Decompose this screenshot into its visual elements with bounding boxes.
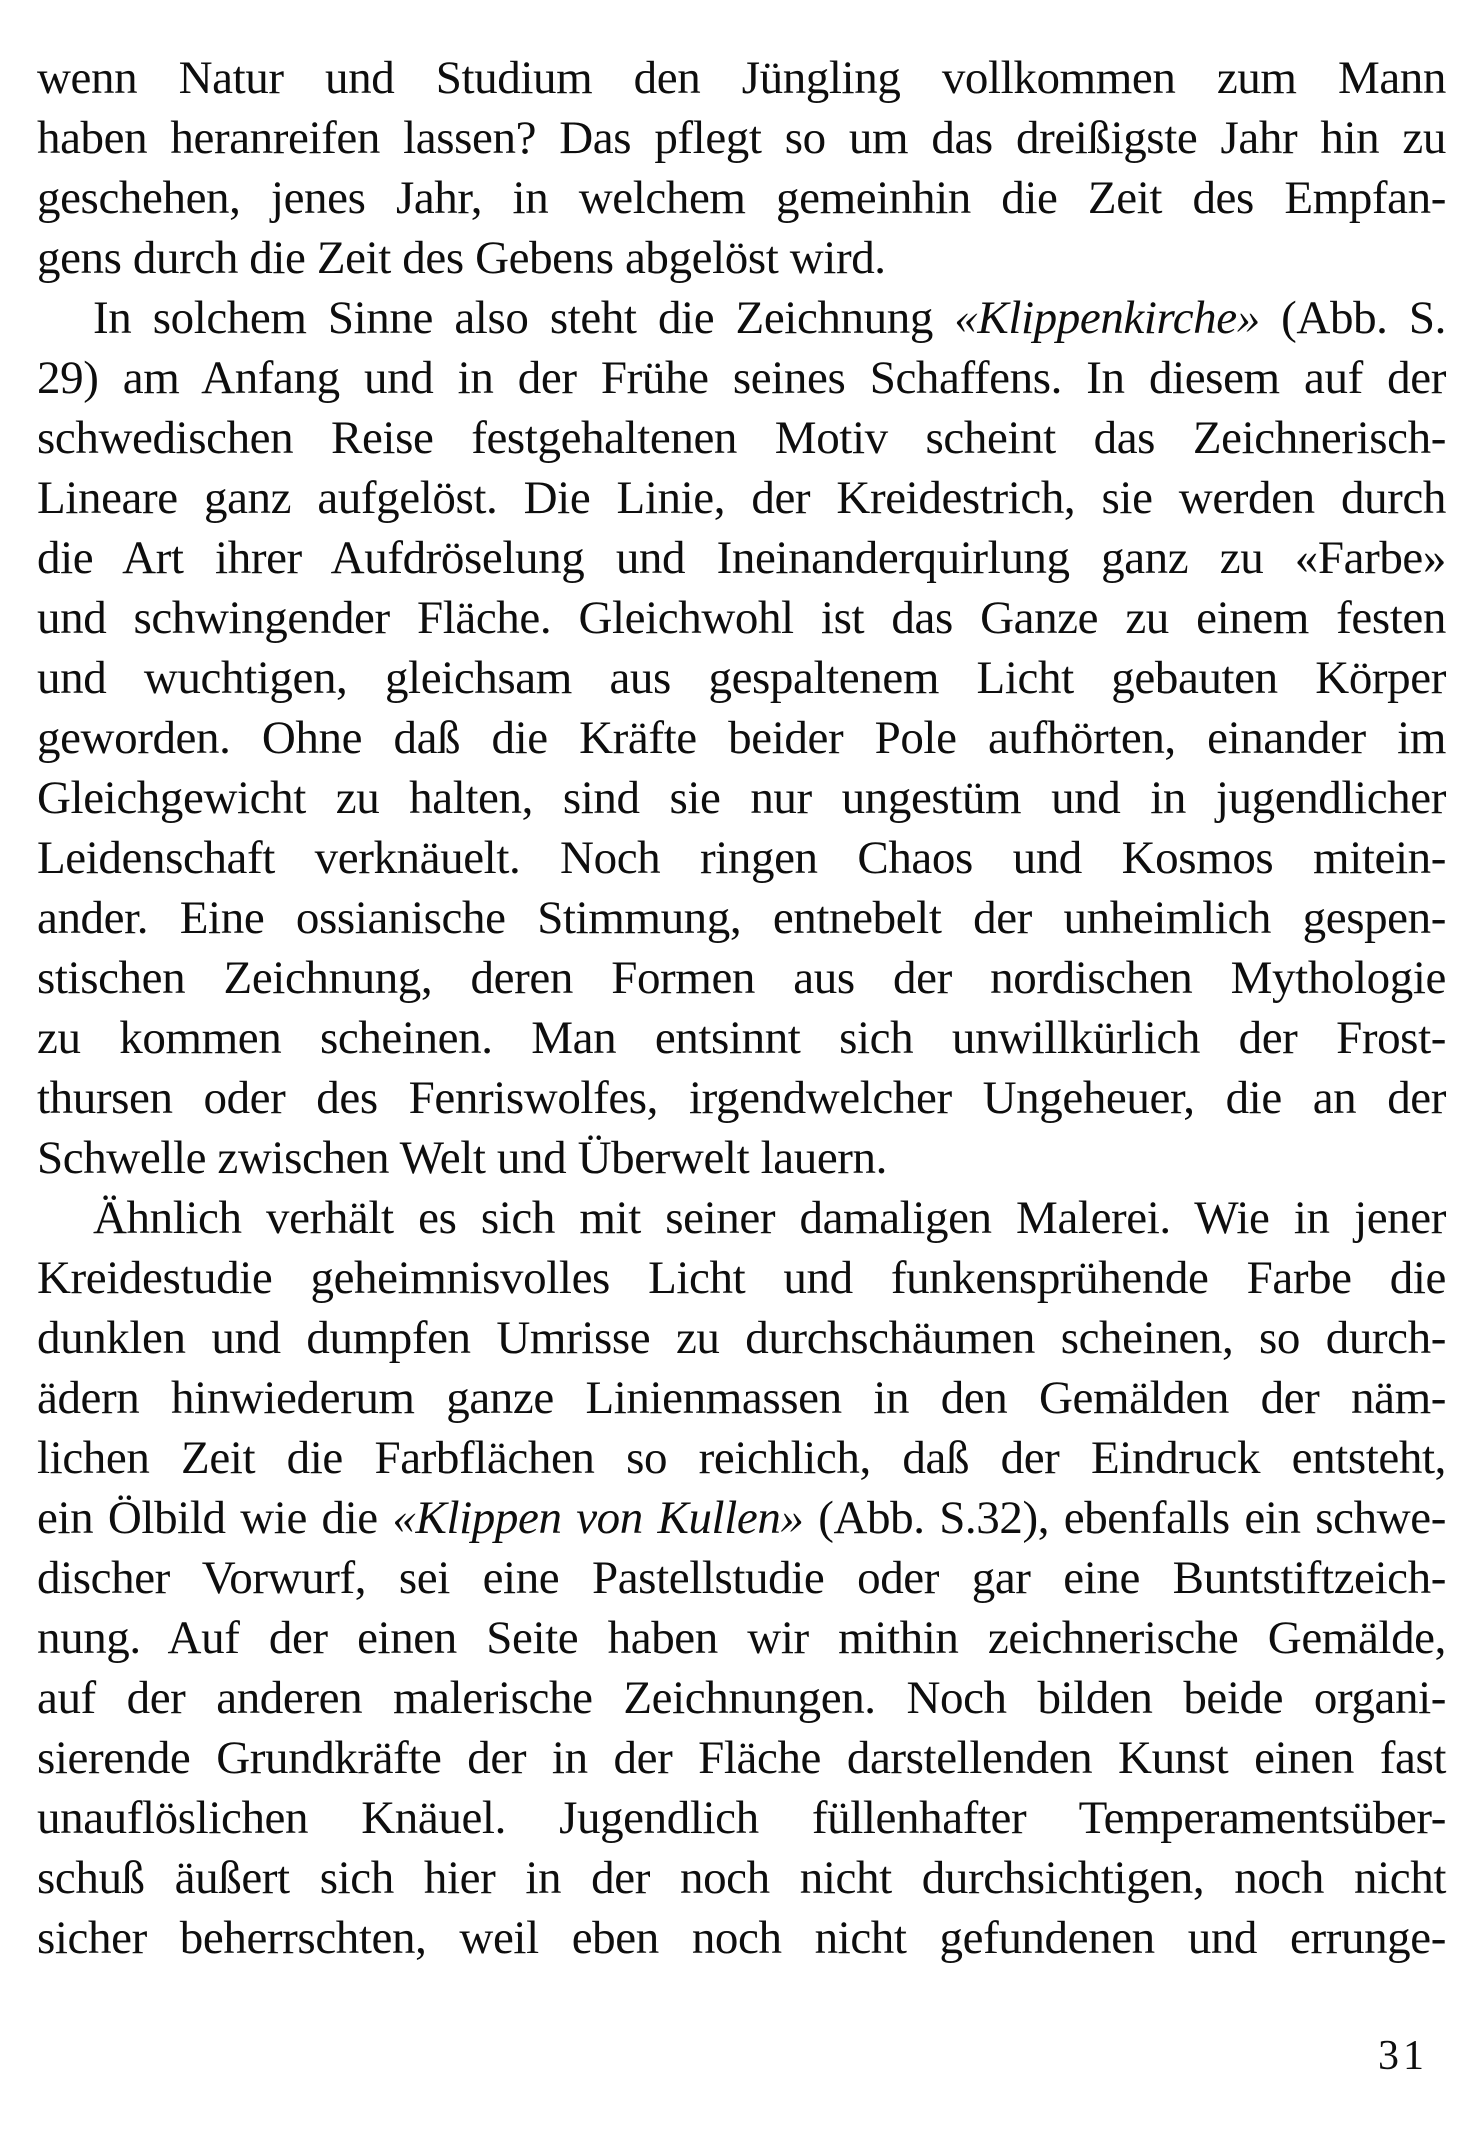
text-segment: zu kommen scheinen. Man entsinnt sich unwillkürlich der Frost- — [37, 1012, 1446, 1064]
text-line — [37, 1728, 1446, 1788]
text-segment: dunklen und dumpfen Umrisse zu durchschäumen scheinen, so durch- — [37, 1312, 1446, 1364]
text-line — [37, 708, 1446, 768]
text-segment: und schwingender Fläche. Gleichwohl ist das Ganze zu einem festen — [37, 592, 1446, 644]
text-line — [37, 1848, 1446, 1908]
text-line — [37, 1548, 1446, 1608]
text-line — [37, 1308, 1446, 1368]
text-line — [37, 1428, 1446, 1488]
text-line — [37, 168, 1446, 228]
italic-text-segment: «Klippenkirche» — [954, 292, 1260, 344]
text-segment: und wuchtigen, gleichsam aus gespaltenem Licht gebauten Körper — [37, 652, 1446, 704]
text-segment: ein Ölbild wie die — [37, 1492, 393, 1544]
text-segment: (Abb. S. — [1259, 292, 1446, 344]
text-segment: Schwelle zwischen Welt und Überwelt lauern. — [37, 1132, 887, 1184]
text-line — [37, 768, 1446, 828]
text-line — [37, 888, 1446, 948]
text-line — [37, 108, 1446, 168]
text-line — [37, 828, 1446, 888]
text-segment: gens durch die Zeit des Gebens abgelöst wird. — [37, 232, 886, 284]
text-segment: lichen Zeit die Farbflächen so reichlich, daß der Eindruck entsteht, — [37, 1432, 1446, 1484]
text-segment: sicher beherrschten, weil eben noch nicht gefundenen und errunge- — [37, 1912, 1446, 1964]
page-number: 31 — [1378, 2033, 1428, 2079]
text-segment: schwedischen Reise festgehaltenen Motiv scheint das Zeichnerisch- — [37, 412, 1446, 464]
text-segment: Ähnlich verhält es sich mit seiner damaligen Malerei. Wie in jener — [93, 1192, 1446, 1244]
text-segment: discher Vorwurf, sei eine Pastellstudie oder gar eine Buntstiftzeich- — [37, 1552, 1446, 1604]
text-line — [37, 1248, 1446, 1308]
page-text — [37, 48, 1446, 1968]
paragraph — [37, 48, 1446, 288]
text-line — [37, 1488, 1446, 1548]
text-segment: (Abb. S.32), ebenfalls ein schwe- — [803, 1492, 1447, 1544]
text-line — [37, 1908, 1446, 1968]
text-segment: geschehen, jenes Jahr, in welchem gemeinhin die Zeit des Empfan- — [37, 172, 1446, 224]
text-segment: 29) am Anfang und in der Frühe seines Schaffens. In diesem auf der — [37, 352, 1446, 404]
text-line — [37, 588, 1446, 648]
text-line — [37, 1008, 1446, 1068]
text-segment: Lineare ganz aufgelöst. Die Linie, der Kreidestrich, sie werden durch — [37, 472, 1446, 524]
text-line — [37, 1368, 1446, 1428]
text-segment: schuß äußert sich hier in der noch nicht durchsichtigen, noch nicht — [37, 1852, 1446, 1904]
paragraph — [37, 288, 1446, 1188]
text-line — [37, 288, 1446, 348]
text-line — [37, 48, 1446, 108]
text-line — [37, 1668, 1446, 1728]
text-segment: ander. Eine ossianische Stimmung, entnebelt der unheimlich gespen- — [37, 892, 1446, 944]
text-line — [37, 1068, 1446, 1128]
text-line — [37, 948, 1446, 1008]
text-segment: wenn Natur und Studium den Jüngling vollkommen zum Mann — [37, 52, 1446, 104]
text-segment: geworden. Ohne daß die Kräfte beider Pole aufhörten, einander im — [37, 712, 1446, 764]
text-line — [37, 348, 1446, 408]
text-line — [37, 1788, 1446, 1848]
text-segment: stischen Zeichnung, deren Formen aus der nordischen Mythologie — [37, 952, 1446, 1004]
text-line — [37, 228, 1446, 288]
text-segment: In solchem Sinne also steht die Zeichnung — [93, 292, 955, 344]
text-segment: sierende Grundkräfte der in der Fläche darstellenden Kunst einen fast — [37, 1732, 1446, 1784]
text-line — [37, 648, 1446, 708]
text-line — [37, 408, 1446, 468]
text-line — [37, 528, 1446, 588]
text-line — [37, 1608, 1446, 1668]
text-segment: auf der anderen malerische Zeichnungen. Noch bilden beide organi- — [37, 1672, 1446, 1724]
text-segment: unauflöslichen Knäuel. Jugendlich füllenhafter Temperamentsüber- — [37, 1792, 1446, 1844]
text-line — [37, 1188, 1446, 1248]
paragraph — [37, 1188, 1446, 1968]
text-segment: haben heranreifen lassen? Das pflegt so um das dreißigste Jahr hin zu — [37, 112, 1446, 164]
text-segment: Gleichgewicht zu halten, sind sie nur ungestüm und in jugendlicher — [37, 772, 1446, 824]
italic-text-segment: «Klippen von Kullen» — [392, 1492, 804, 1544]
text-segment: Kreidestudie geheimnisvolles Licht und funkensprühende Farbe die — [37, 1252, 1446, 1304]
text-segment: nung. Auf der einen Seite haben wir mithin zeichnerische Gemälde, — [37, 1612, 1446, 1664]
text-segment: thursen oder des Fenriswolfes, irgendwelcher Ungeheuer, die an der — [37, 1072, 1446, 1124]
text-line — [37, 468, 1446, 528]
text-segment: ädern hinwiederum ganze Linienmassen in den Gemälden der näm- — [37, 1372, 1446, 1424]
text-line — [37, 1128, 1446, 1188]
text-segment: die Art ihrer Aufdröselung und Ineinanderquirlung ganz zu «Farbe» — [37, 532, 1446, 584]
text-segment: Leidenschaft verknäuelt. Noch ringen Chaos und Kosmos mitein- — [37, 832, 1446, 884]
